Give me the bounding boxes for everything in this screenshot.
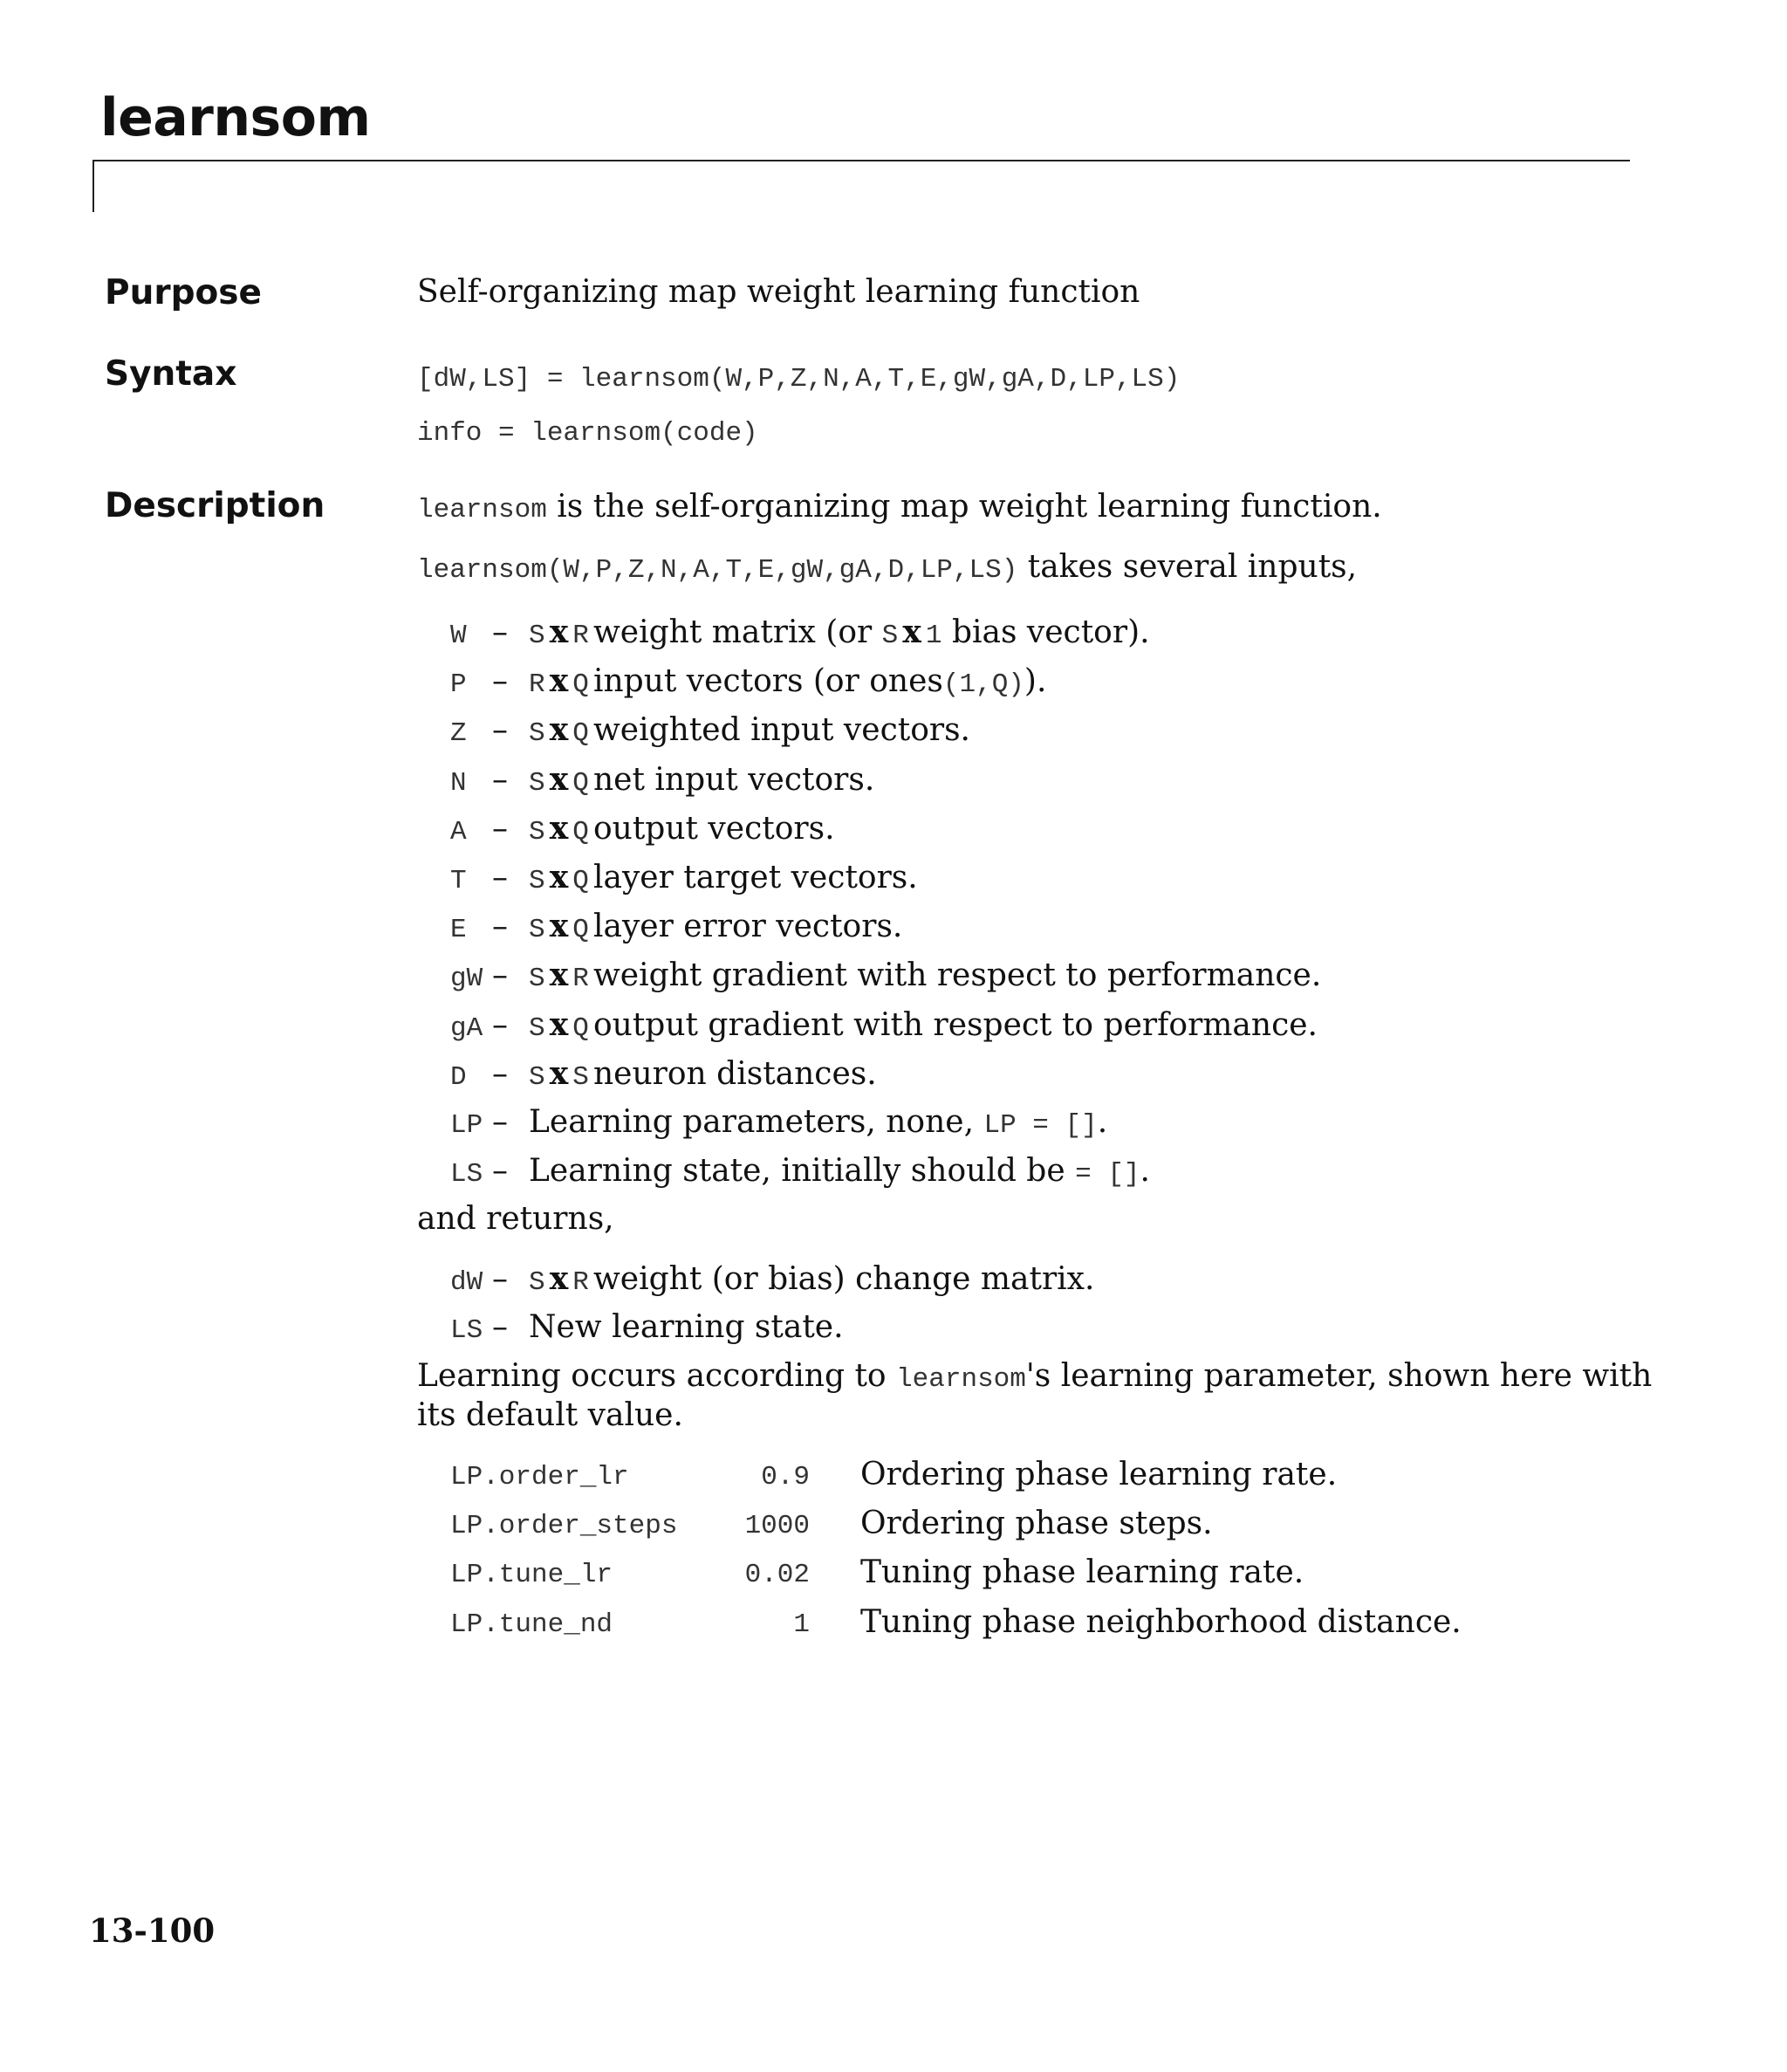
arg-dim: Q bbox=[572, 915, 589, 946]
arg-dim: S bbox=[529, 816, 545, 847]
arg-dash: – bbox=[492, 1006, 508, 1043]
arg-name: gW bbox=[450, 964, 483, 995]
arg-desc: output gradient with respect to performance. bbox=[592, 1006, 1318, 1043]
arg-desc: input vectors (or ones bbox=[592, 663, 943, 700]
arg-row-ls: LS – Learning state, initially should be = []. bbox=[450, 1153, 1150, 1190]
description-heading: Description bbox=[105, 486, 325, 525]
dim-times: x bbox=[549, 908, 569, 945]
arg-dash: – bbox=[492, 957, 508, 994]
arg-dim: Q bbox=[572, 866, 589, 896]
arg-desc: net input vectors. bbox=[592, 761, 875, 798]
param-value: 1 bbox=[793, 1609, 810, 1640]
purpose-heading: Purpose bbox=[105, 273, 262, 312]
arg-dim: S bbox=[529, 964, 545, 995]
arg-desc: output vectors. bbox=[592, 810, 835, 847]
arg-name: gA bbox=[450, 1012, 483, 1044]
output-row-ls: LS – New learning state. bbox=[450, 1309, 844, 1346]
param-value: 0.9 bbox=[761, 1462, 810, 1492]
param-name: LP.order_steps bbox=[450, 1511, 678, 1542]
arg-desc: layer error vectors. bbox=[592, 909, 903, 945]
dim-times: x bbox=[549, 1054, 569, 1092]
arg-dim: Q bbox=[572, 816, 589, 847]
dim-times: x bbox=[549, 809, 569, 847]
arg-dim: Q bbox=[572, 669, 589, 701]
returns-label: and returns, bbox=[417, 1201, 614, 1237]
arg-dash: – bbox=[492, 860, 508, 895]
arg-dash: – bbox=[492, 614, 508, 650]
param-desc: Ordering phase steps. bbox=[860, 1506, 1213, 1542]
code-learnsom: learnsom bbox=[417, 495, 547, 525]
arg-dim: R bbox=[572, 621, 589, 651]
arg-row bbox=[450, 859, 918, 896]
arg-desc: weight gradient with respect to performance. bbox=[592, 957, 1322, 994]
arg-desc: layer target vectors. bbox=[592, 860, 918, 895]
arg-dim: Q bbox=[572, 767, 589, 799]
code-call: learnsom(W,P,Z,N,A,T,E,gW,gA,D,LP,LS) bbox=[417, 555, 1018, 586]
arg-dash: – bbox=[492, 761, 508, 798]
dim-times: x bbox=[549, 1005, 569, 1043]
dim-times: x bbox=[549, 662, 569, 700]
arg-row bbox=[450, 957, 1321, 994]
arg-dash: – bbox=[492, 663, 508, 700]
param-value: 1000 bbox=[744, 1511, 810, 1542]
arg-row bbox=[450, 711, 970, 749]
arg-name: E bbox=[450, 915, 467, 946]
arg-dim: S bbox=[529, 1012, 545, 1044]
arg-name: N bbox=[450, 767, 467, 799]
arg-row bbox=[450, 810, 835, 847]
arg-row bbox=[450, 1006, 1318, 1044]
param-name: LP.tune_lr bbox=[450, 1560, 613, 1591]
output-row-dw: dW – S x R weight (or bias) change matrix. bbox=[450, 1260, 1095, 1298]
arg-desc: weighted input vectors. bbox=[592, 712, 971, 749]
param-name: LP.order_lr bbox=[450, 1462, 629, 1492]
arg-dash: – bbox=[492, 810, 508, 847]
arg-tail: bias vector). bbox=[941, 614, 1150, 650]
arg-name: W bbox=[450, 621, 467, 651]
arg-desc: neuron distances. bbox=[592, 1055, 877, 1092]
arg-dim: S bbox=[529, 915, 545, 946]
arg-desc: weight matrix (or bbox=[592, 614, 882, 650]
arg-name: Z bbox=[450, 718, 467, 750]
arg-row bbox=[450, 614, 1150, 651]
page-number: 13-100 bbox=[89, 1911, 216, 1950]
arg-name: P bbox=[450, 669, 467, 701]
param-desc: Tuning phase learning rate. bbox=[860, 1554, 1304, 1591]
arg-name: A bbox=[450, 816, 467, 847]
arg-dash: – bbox=[492, 909, 508, 945]
arg-dash: – bbox=[492, 712, 508, 749]
title-rule-tick bbox=[92, 160, 94, 212]
param-desc: Ordering phase learning rate. bbox=[860, 1457, 1338, 1492]
arg-tail: ). bbox=[1024, 663, 1047, 700]
arg-row-lp: LP – Learning parameters, none, LP = []. bbox=[450, 1104, 1108, 1141]
description-call: learnsom(W,P,Z,N,A,T,E,gW,gA,D,LP,LS) takes several inputs, bbox=[417, 549, 1358, 586]
arg-row bbox=[450, 908, 902, 945]
dim-times: x bbox=[549, 760, 569, 798]
arg-row bbox=[450, 1055, 877, 1093]
arg-dim: Q bbox=[572, 718, 589, 750]
arg-dim: S bbox=[529, 1061, 545, 1093]
dim-times: x bbox=[549, 711, 569, 749]
syntax-heading: Syntax bbox=[105, 354, 237, 394]
dim-times: x bbox=[549, 614, 569, 650]
title-rule bbox=[92, 160, 1630, 161]
arg-dim: S bbox=[529, 621, 545, 651]
arg-code: (1,Q) bbox=[942, 669, 1024, 701]
arg-dim: Q bbox=[572, 1012, 589, 1044]
learning-para-line2: its default value. bbox=[417, 1397, 683, 1433]
dim-times: x bbox=[902, 614, 921, 650]
arg-row bbox=[450, 662, 1046, 700]
arg-row bbox=[450, 761, 874, 799]
learning-para-line1: Learning occurs according to learnsom's learning parameter, shown here with bbox=[417, 1358, 1653, 1395]
arg-name: D bbox=[450, 1061, 467, 1093]
arg-dim: S bbox=[881, 621, 899, 651]
arg-dim: S bbox=[529, 718, 545, 750]
arg-name: T bbox=[450, 866, 467, 896]
syntax-line: info = learnsom(code) bbox=[417, 418, 758, 449]
syntax-line: [dW,LS] = learnsom(W,P,Z,N,A,T,E,gW,gA,D,LP,LS) bbox=[417, 364, 1181, 395]
param-value: 0.02 bbox=[744, 1560, 810, 1591]
dim-times: x bbox=[549, 957, 569, 994]
arg-dim: R bbox=[572, 964, 589, 995]
description-intro: learnsom is the self-organizing map weight learning function. bbox=[417, 489, 1382, 525]
arg-dim: S bbox=[529, 866, 545, 896]
arg-dim: S bbox=[529, 767, 545, 799]
arg-dim: 1 bbox=[925, 621, 942, 651]
purpose-text: Self-organizing map weight learning function bbox=[417, 274, 1140, 310]
param-desc: Tuning phase neighborhood distance. bbox=[860, 1603, 1462, 1640]
arg-dim: R bbox=[529, 669, 545, 701]
arg-dim: S bbox=[572, 1061, 589, 1093]
param-name: LP.tune_nd bbox=[450, 1609, 613, 1640]
page-title: learnsom bbox=[100, 87, 371, 148]
dim-times: x bbox=[549, 859, 569, 895]
arg-dash: – bbox=[492, 1055, 508, 1092]
